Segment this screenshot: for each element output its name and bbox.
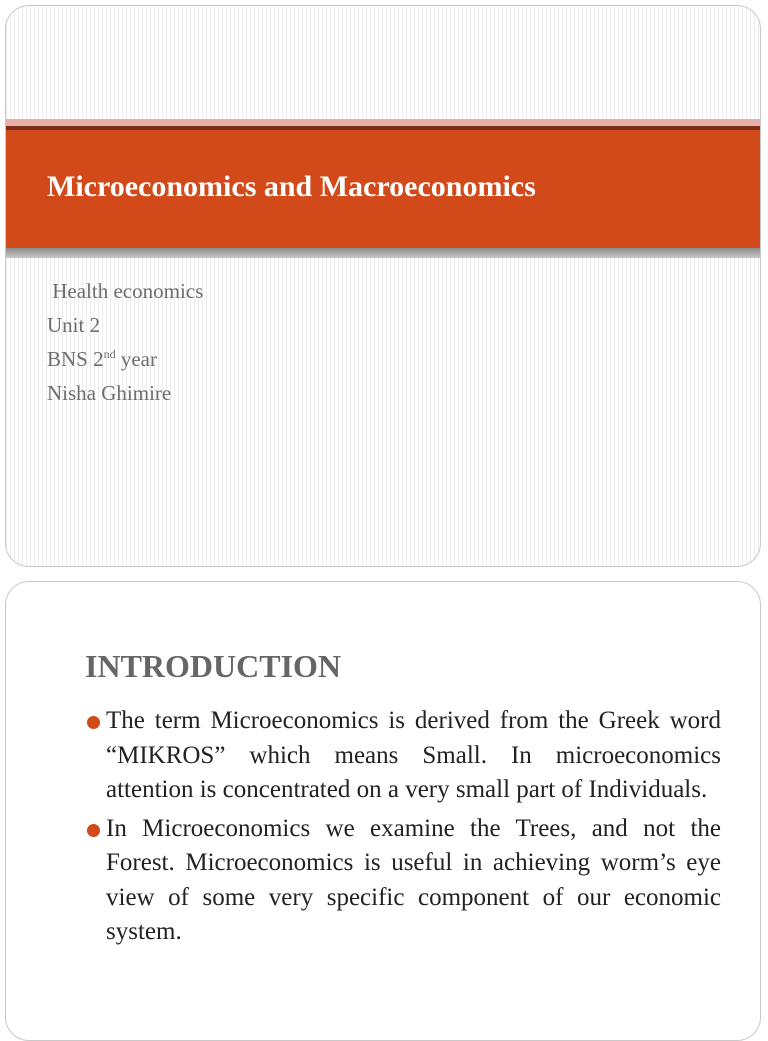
bullet-list (85, 704, 721, 954)
introduction-slide (5, 581, 761, 1041)
program-suffix: year (115, 347, 157, 371)
title-slide (5, 5, 761, 567)
bullet-text: The term Microeconomics is derived from the Greek word “MIKROS” which means Small. In microeconomics attention is concentrated on a very small part of Individuals. (106, 707, 721, 803)
subtitle-block (47, 274, 203, 410)
course-line: Health economics (47, 279, 204, 303)
bullet-dot-icon (87, 824, 100, 837)
slide-heading: INTRODUCTION (85, 648, 342, 684)
program-prefix: BNS 2 (47, 347, 104, 371)
bullet-text: In Microeconomics we examine the Trees, and not the Forest. Microeconomics is useful in achieving worm’s eye view of some very specific component of our economic system. (106, 814, 721, 945)
bullet-item (85, 812, 721, 950)
slide-title: Microeconomics and Macroeconomics (47, 170, 536, 203)
author-line: Nisha Ghimire (47, 381, 172, 405)
bullet-item (85, 704, 721, 808)
program-sup: nd (103, 347, 116, 361)
accent-line (6, 119, 760, 126)
bullet-dot-icon (87, 716, 100, 729)
title-band-shadow (6, 248, 760, 258)
unit-line: Unit 2 (47, 313, 101, 337)
program-line (47, 342, 203, 376)
